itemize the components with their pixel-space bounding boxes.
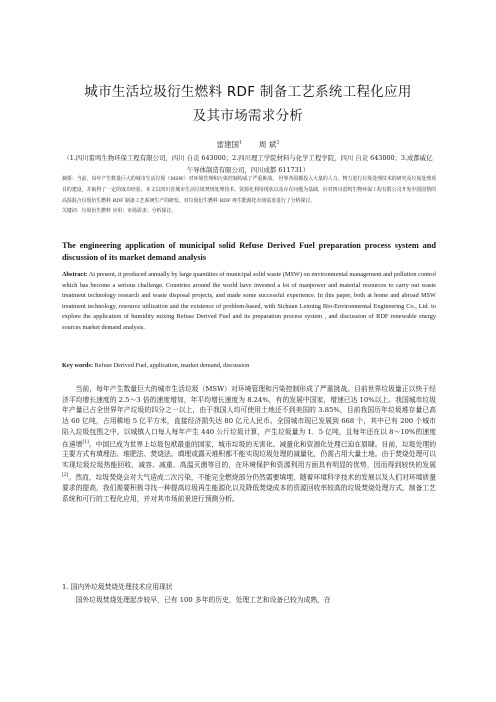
author-affil-marker: 2 (276, 139, 280, 146)
section-paragraph: 国外垃圾焚烧处理起步较早，已有 100 多年的历史，处理工艺和设备已较为成熟，在 (75, 596, 331, 604)
keywords-english-label: Key words: (62, 362, 93, 369)
keywords-english (62, 362, 436, 369)
affiliation: （1.四川雷鸣生物环保工程有限公司，四川 自贡 643000；2.四川理工学院材料与化学工程学院，四川 自贡 643000；3.成都威亿午导体制造有限公司，四川成都 611731） (63, 154, 433, 174)
abstract-chinese: 摘要：当前，每年产生数量巨大的城市生活垃圾（MSW）对环境管理和污染控制构成了严重挑战。 世界各国都投入大量的人力、物力进行垃圾处理技术的研究及垃圾处理项目的建设，并取得了一定的成功经验。本文以四川省城市生活垃圾焚烧处理技术、资源化利用现状以及存在问题为基础，针对四川雷鸣生物环保工程有限公司开发中国国情的高湿混合垃圾衍生燃料 RDF 制备工艺系统生产的研发，对垃圾衍生燃料 RDF 再生能源化市场需求进行了分析探讨。 (62, 176, 436, 204)
abstract-english-label: Abstract: (62, 271, 88, 278)
author-name: 周 斌 (258, 140, 277, 149)
body-text: 。然而，垃圾焚烧会对大气造成二次污染，不能完全燃烧部分仍然需要填埋，随着环境科学技术的发展以及人们对环境质量要求的提高，我们需要积极寻找一种提高垃圾再生能源化以及降低焚烧成本的资源回收率较高的垃圾焚烧处理方式，制备工艺系统和可行的工程化应用，并对其市场前景进行预测分析。 (62, 473, 436, 503)
section-heading: 1. 国内外垃圾焚烧处理技术应用现状 (62, 583, 173, 591)
body-paragraph (62, 384, 436, 504)
english-title: The engineering application of municipal solid Refuse Derived Fuel preparation process system and discussion of its market demand analysis (62, 241, 436, 262)
abstract-english (62, 270, 436, 334)
citation: [1] (82, 439, 89, 445)
body-text: 当前，每年产生数量巨大的城市生活垃圾（MSW）对环境管理和污染控制形成了严重挑战。目前世界垃圾量正以快于经济平均增长速度的 2.5～3 倍的速度增加，年平均增长速度为 8.24%，有的发展中国家，增速已达 10%以上。我国城市垃圾年产量已占全世界年产垃圾的四分之一以上，由于我国人均可使用土地还不到美国的 3.85%，目前我国历年垃圾堆存量已高达 60 亿吨，占用耕地 5 亿平方米，直接经济损失达 80 亿元人民币。全国城市现已发展到 668 个，其中已有 200 个城市陷入垃圾包围之中。以城镇人口每人每年产生 440 公斤垃圾计算，产生垃圾量为 1．5 亿吨，且每年还在以 8～10%的速度在递增 (62, 385, 436, 448)
paper-title-line2: 及其市场需求分析 (192, 108, 304, 124)
paper-title-line1: 城市生活垃圾衍生燃料 RDF 制备工艺系统工程化应用 (84, 84, 412, 100)
keywords-chinese: 关键词：垃圾衍生燃料 应用；市场需求；分析探讨。 (62, 208, 177, 214)
keywords-english-text: Refuse Derived Fuel, application, market demand, discussion (92, 362, 250, 369)
author-line (0, 139, 496, 150)
author-name: 雷建国 (216, 140, 240, 149)
abstract-english-text: At present, it produced annually by large quantities of municipal solid waste (MSW) on environmental management and pollution control which has become a serious challenge. Countries around the world have invested a lot of manpower and material resources to carry out waste treatment technology research and waste disposal projects, and made some successful experience. In this paper, both at home and abroad MSW treatment technology, resource utilization and the existence of problem-based, with Sichuan Leiming Bio-Environmental Engineering Co., Ltd. to explore the application of humidity mixing Refuse Derived Fuel and its preparation process system , and discussion of RDF renewable energy sources market demand analysis. (62, 271, 436, 331)
citation: [2] (62, 472, 69, 478)
body-text: 。中国已成为世界上垃圾包袱最重的国家，城市垃圾的无害化、减量化和资源化处理已迫在眉睫。目前，垃圾处理的主要方式有填埋法、堆肥法、焚烧法。填埋或露天堆积都不能实现垃圾处理的减量化，仍需占用大量土地。由于焚烧处理可以实现垃圾垃圾热能回收、减容、减重、高温灭菌等目的，在环境保护和资源利用方面具有明显的优势，因而得到较快的发展 (62, 439, 437, 470)
author-affil-marker: 1 (239, 139, 243, 146)
